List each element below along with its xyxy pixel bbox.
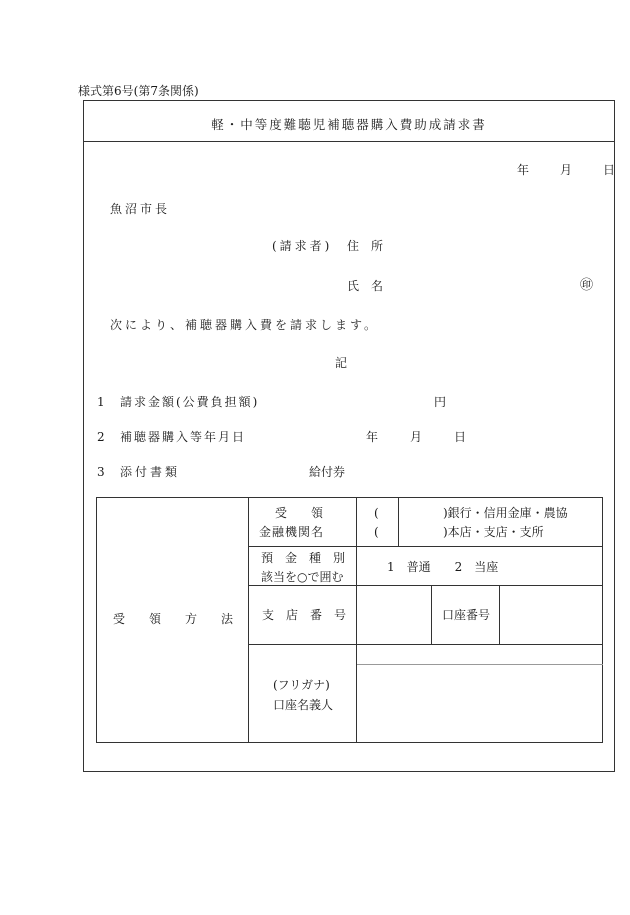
item-1-label: 請求金額(公費負担額) <box>120 395 260 409</box>
account-number-label: 口座番号 <box>442 608 491 622</box>
item-2-number: 2 <box>97 430 105 444</box>
item-2-month: 月 <box>410 430 423 444</box>
bank-paren-2: ( <box>374 525 379 539</box>
receipt-method-label: 受 領 方 法 <box>113 612 234 626</box>
account-holder-label: 口座名義人 <box>273 698 334 712</box>
table-divider <box>357 664 603 665</box>
item-3-value: 給付券 <box>309 465 346 479</box>
table-divider <box>248 497 249 743</box>
branch-number-label: 支 店 番 号 <box>262 608 347 622</box>
branch-type: )本店・支店・支所 <box>443 525 544 539</box>
ki-label: 記 <box>335 356 348 370</box>
body-text: 次により、補聴器購入費を請求します。 <box>110 318 380 332</box>
name-label: 氏 名 <box>347 279 384 293</box>
item-3-label: 添付書類 <box>120 465 181 479</box>
item-2-day: 日 <box>454 430 467 444</box>
table-divider <box>248 644 603 645</box>
date-month: 月 <box>560 163 573 177</box>
date-day: 日 <box>603 163 616 177</box>
deposit-type-note: 該当を○で囲む <box>261 570 344 584</box>
addressee: 魚沼市長 <box>110 202 171 216</box>
title-bar <box>84 101 614 142</box>
item-2-year: 年 <box>366 430 379 444</box>
deposit-type-options: 1 普通 2 当座 <box>387 560 499 574</box>
item-2-label: 補聴器購入等年月日 <box>120 430 247 444</box>
form-title: 軽・中等度難聴児補聴器購入費助成請求書 <box>211 117 487 132</box>
table-divider <box>356 497 357 743</box>
table-divider <box>499 585 500 645</box>
item-1-unit: 円 <box>434 395 447 409</box>
table-divider <box>248 585 603 586</box>
item-3-number: 3 <box>97 465 105 479</box>
furigana-label: (フリガナ) <box>273 678 330 692</box>
address-label: 住 所 <box>347 239 384 253</box>
requester-role: (請求者) <box>272 239 333 253</box>
bank-paren-1: ( <box>374 506 379 520</box>
bank-label-2: 金融機関名 <box>259 525 325 539</box>
item-1-number: 1 <box>97 395 105 409</box>
deposit-type-label: 預 金 種 別 <box>261 551 346 565</box>
seal-mark: ㊞ <box>580 278 594 293</box>
bank-type: )銀行・信用金庫・農協 <box>443 506 568 520</box>
table-divider <box>398 497 399 546</box>
date-year: 年 <box>517 163 530 177</box>
form-number-label: 様式第6号(第7条関係) <box>78 84 199 98</box>
table-divider <box>248 546 603 547</box>
table-divider <box>431 585 432 645</box>
bank-label-1: 受 領 <box>275 506 324 520</box>
